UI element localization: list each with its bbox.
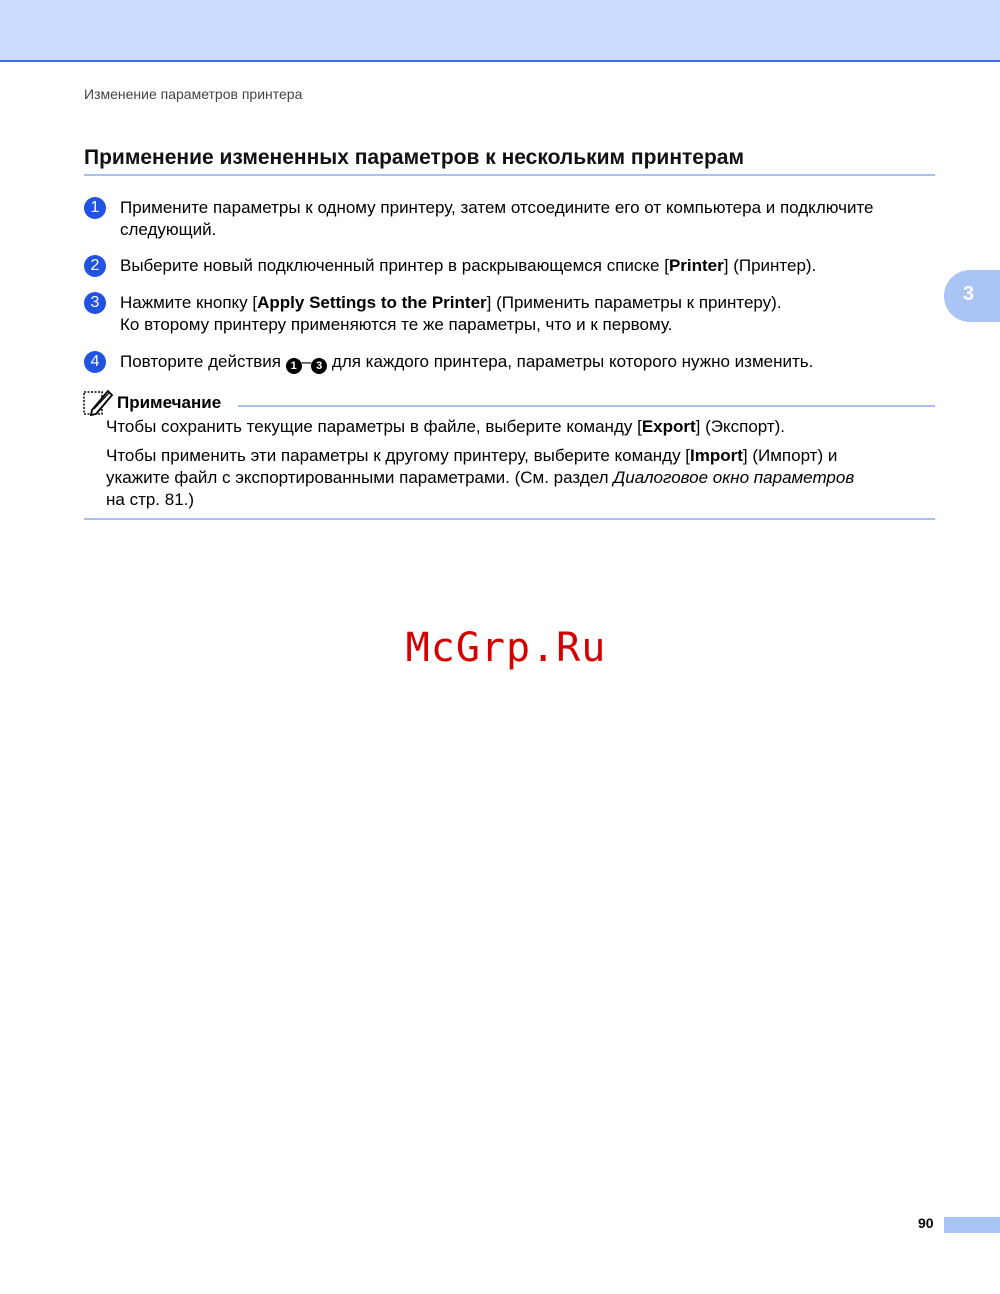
note-2-line-2: укажите файл с экспортированными параметрами. (См. раздел <box>106 468 614 487</box>
step-4-before: Повторите действия <box>120 352 286 371</box>
note-2-after: ] (Импорт) и <box>742 446 838 465</box>
note-divider <box>238 405 935 407</box>
note-2-reference: Диалоговое окно параметров <box>613 468 855 487</box>
step-4-after: для каждого принтера, параметры которого нужно изменить. <box>327 352 814 371</box>
breadcrumb: Изменение параметров принтера <box>84 86 303 102</box>
chapter-number: 3 <box>963 283 975 305</box>
step-number-2: 2 <box>84 255 106 277</box>
step-2-after: ] (Принтер). <box>723 256 817 275</box>
note-2-line-3: на стр. 81.) <box>106 490 195 509</box>
note-bottom-divider <box>84 518 935 520</box>
step-3-after: ] (Применить параметры к принтеру). <box>486 293 782 312</box>
step-number-4: 4 <box>84 351 106 373</box>
step-3-text <box>120 292 944 336</box>
step-3-before: Нажмите кнопку [ <box>120 293 258 312</box>
note-label: Примечание <box>117 393 222 412</box>
step-3-line-2: Ко второму принтеру применяются те же параметры, что и к первому. <box>120 315 673 334</box>
note-2-before: Чтобы применить эти параметры к другому принтеру, выберите команду [ <box>106 446 691 465</box>
step-1-text <box>120 197 944 241</box>
step-number-1: 1 <box>84 197 106 219</box>
note-pencil-icon <box>82 388 114 416</box>
chapter-tab <box>944 270 1000 322</box>
step-ref-end: 3 <box>311 358 327 374</box>
step-ref-start: 1 <box>286 358 302 374</box>
page-tab <box>944 1217 1000 1233</box>
title-divider <box>84 174 935 176</box>
step-2-ui-label: Printer <box>668 256 724 275</box>
step-number-3: 3 <box>84 292 106 314</box>
header-band <box>0 0 1000 62</box>
section-title: Применение измененных параметров к нескольким принтерам <box>84 146 745 169</box>
watermark: McGrp.Ru <box>405 625 607 671</box>
note-1-ui-label: Export <box>641 417 696 436</box>
step-1-line-1: Примените параметры к одному принтеру, затем отсоедините его от компьютера и подключите <box>120 198 874 217</box>
note-1-before: Чтобы сохранить текущие параметры в файле, выберите команду [ <box>106 417 642 436</box>
step-2-text <box>120 255 944 277</box>
note-1-after: ] (Экспорт). <box>695 417 786 436</box>
note-paragraph-2 <box>106 445 926 511</box>
step-4-dash: – <box>301 352 312 371</box>
step-2-before: Выберите новый подключенный принтер в раскрывающемся списке [ <box>120 256 669 275</box>
step-3-ui-label: Apply Settings to the Printer <box>257 293 487 312</box>
page-number: 90 <box>918 1215 934 1231</box>
note-2-ui-label: Import <box>690 446 743 465</box>
step-1-line-2: следующий. <box>120 220 217 239</box>
note-paragraph-1 <box>106 416 926 438</box>
step-4-text <box>120 351 944 374</box>
